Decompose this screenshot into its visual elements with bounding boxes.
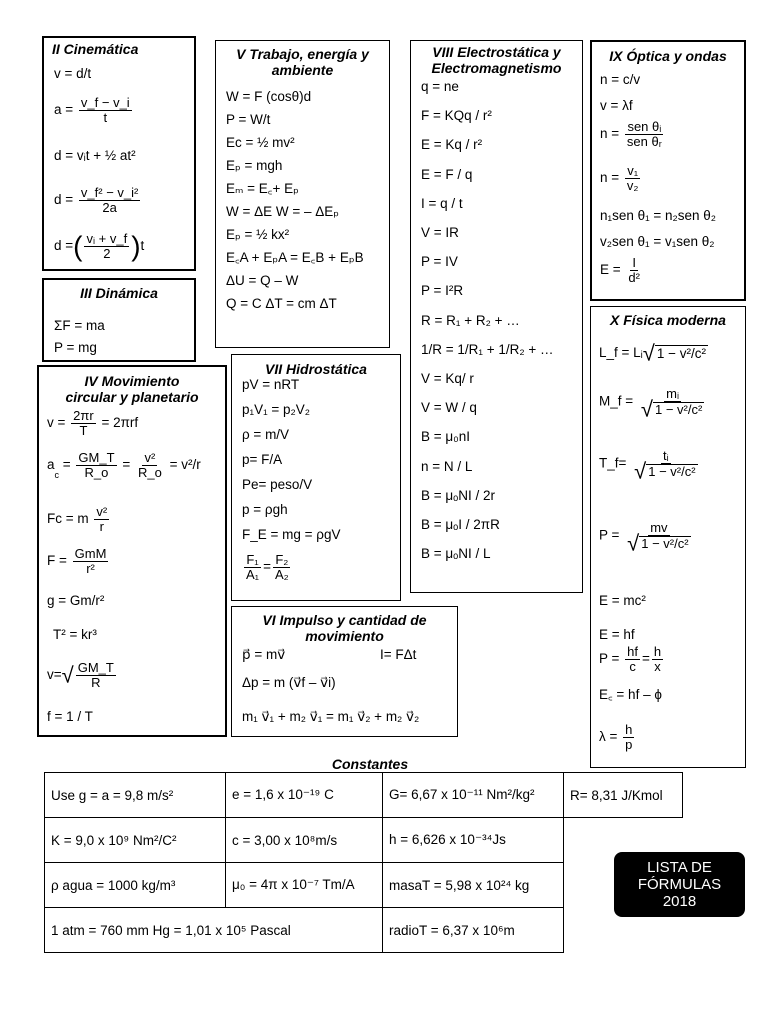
formula: ΔU = Q – W [226,273,299,288]
section-title: IV Movimiento circular y planetario [65,373,199,405]
section-impulso [231,606,458,737]
formula: P = mg [54,340,97,355]
section-title: X Física moderna [610,312,726,328]
formula: n = $\frac{\text{v₁}}{\text{v₂}}$ [600,163,639,193]
formula: R = R₁ + R₂ + … [421,312,520,328]
section-title: VIII Electrostática y Electromagnetismo [431,44,562,76]
section-title: V Trabajo, energía y ambiente [236,46,369,78]
formula: n = $\frac{\text{sen θᵢ}}{\text{sen θᵣ}}$ [600,119,662,149]
formula: V = IR [421,225,459,240]
formula: V = Kq/ r [421,371,474,386]
formula: E = F / q [421,166,473,182]
formula: I = q / t [421,195,463,211]
formula: E = $\frac{I}{\text{d²}}$ [600,255,640,285]
section-moderna [590,306,746,768]
section-title: III Dinámica [80,285,158,301]
constant-cell: K = 9,0 x 10⁹ Nm²/C² [45,818,226,863]
formula: v = $\frac{2\pi r}{T}$ = 2πrf [47,408,139,438]
section-cinematica [42,36,196,271]
constant-cell: R= 8,31 J/Kmol [564,773,683,818]
formula: v=√ $\frac{GM\_T}{R}$ [47,660,114,690]
formula: B = μₒNI / 2r [421,487,496,503]
section-hidrostatica [231,354,401,601]
section-title: II Cinemática [52,41,139,57]
constant-cell: μ₀ = 4π x 10⁻⁷ Tm/A [226,863,383,908]
constant-cell: ρ agua = 1000 kg/m³ [45,863,226,908]
section-dinamica [42,278,196,362]
constant-cell: masaT = 5,98 x 10²⁴ kg [383,863,564,908]
formula: p⃗ = mv⃗ [242,647,286,662]
section-title: VII Hidrostática [265,361,367,377]
formula: Eₚ = ½ kx² [226,227,290,242]
constant-cell: c = 3,00 x 10⁸m/s [226,818,383,863]
formula: d = vᵢt + ½ at² [54,148,136,163]
formula: B = μₒNI / L [421,546,491,562]
formula: ΣF = ma [54,318,105,333]
formula: n = N / L [421,458,473,474]
constant-cell: h = 6,626 x 10⁻³⁴Js [383,818,564,863]
formula: v₂sen θ₁ = v₁sen θ₂ [600,234,715,249]
formula: V = W / q [421,400,477,416]
formula: ac = $\frac{GM\_T}{R\_o}$ = $\frac{\text{v²}}{R\_o}$ = v²/r [47,450,201,480]
formula: W = F (cosθ)d [226,89,312,104]
formula: n = c/v [600,72,641,87]
formula: pV = nRT [242,377,300,392]
formula: T_f= $\frac{\text{tᵢ}}{\text{√ 1 − v²/c²}}$ [599,448,696,484]
section-title: IX Óptica y ondas [609,48,727,64]
formula: B = μₒI / 2πR [421,517,500,532]
formula: f = 1 / T [47,709,93,724]
formula: Eₘ = E꜀+ Eₚ [226,181,299,196]
formula: v = d/t [54,66,92,81]
formula: T² = kr³ [53,627,97,642]
formula: E = mc² [599,593,646,608]
formula: I= FΔt [380,647,417,662]
section-circular [37,365,227,737]
formula: Q = C ΔT = cm ΔT [226,296,337,311]
title-badge [614,852,745,917]
formula: L_f = Lᵢ√ 1 − v²/c² [599,340,707,366]
formula: d =( $\frac{\text{vᵢ + v\_f}}{2}$ )t [54,230,145,262]
badge-line: LISTA DE [647,859,712,876]
formula: P = $\frac{mv}{\text{√ 1 − v²/c²}}$ [599,520,689,556]
formula: Ec = ½ mv² [226,135,295,150]
formula: p₁V₁ = p₂V₂ [242,402,311,417]
formula: F_E = mg = ρgV [242,527,341,542]
formula: Fc = m $\frac{\text{v²}}{r}$ [47,504,108,534]
constants-table [44,772,683,953]
formula: Pe= peso/V [242,477,313,492]
formula: Eₚ = mgh [226,158,283,173]
section-title: VI Impulso y cantidad de movimiento [262,612,427,644]
constant-cell: e = 1,6 x 10⁻¹⁹ C [226,773,383,818]
section-trabajo [215,40,390,348]
formula: g = Gm/r² [47,593,105,608]
section-optica [590,40,746,301]
formula: F = KQq / r² [421,108,492,124]
formula: ρ = m/V [242,427,290,442]
formula: P = I²R [421,283,464,299]
constant-cell: radioT = 6,37 x 10⁶m [383,908,564,953]
formula: $\frac{\text{F₁}}{\text{A₁}}$ = $\frac{\text{F₂}}{\text{A₂}}$ [246,552,289,582]
formula: p = ρgh [242,502,288,517]
formula: B = μ₀nI [421,429,471,445]
formula: Δp = m (v⃗f – v⃗i) [242,675,336,690]
formula: 1/R = 1/R₁ + 1/R₂ + … [421,341,554,357]
formula: p= F/A [242,452,283,467]
formula: P = W/t [226,112,271,127]
constant-cell: 1 atm = 760 mm Hg = 1,01 x 10⁵ Pascal [45,908,383,953]
section-electro [410,40,583,593]
constants-title: Constantes [331,756,409,772]
badge-line: FÓRMULAS [637,876,722,893]
formula: E = hf [599,627,635,642]
formula: W = ΔE W = – ΔEₚ [226,204,340,219]
formula: E = Kq / r² [421,137,483,153]
formula: n₁sen θ₁ = n₂sen θ₂ [600,208,717,223]
formula: P = $\frac{hf}{c}$ = $\frac{h}{x}$ [599,644,662,674]
formula: E꜀ = hf – ϕ [599,687,662,702]
formula: d = $\frac{\text{v\_f² − v\_i²}}{2a}$ [54,185,139,215]
formula: M_f = $\frac{\text{mᵢ}}{\text{√ 1 − v²/c²}}$ [599,386,703,422]
formula: F = $\frac{\text{GmM}}{\text{r²}}$ [47,546,107,576]
badge-line: 2018 [662,893,697,910]
formula: E꜀A + EₚA = E꜀B + EₚB [226,250,364,265]
formula: q = ne [421,79,459,94]
formula: m₁ v⃗₁ + m₂ v⃗₁ = m₁ v⃗₂ + m₂ v⃗₂ [242,709,420,724]
formula: a = $\frac{v\_f - v\_i}{t}$ [54,95,130,125]
formula: P = IV [421,254,458,270]
constant-cell: G= 6,67 x 10⁻¹¹ Nm²/kg² [383,773,564,818]
formula: λ = $\frac{h}{p}$ [599,722,633,752]
constant-cell: Use g = a = 9,8 m/s² [45,773,226,818]
formula: v = λf [600,98,633,113]
